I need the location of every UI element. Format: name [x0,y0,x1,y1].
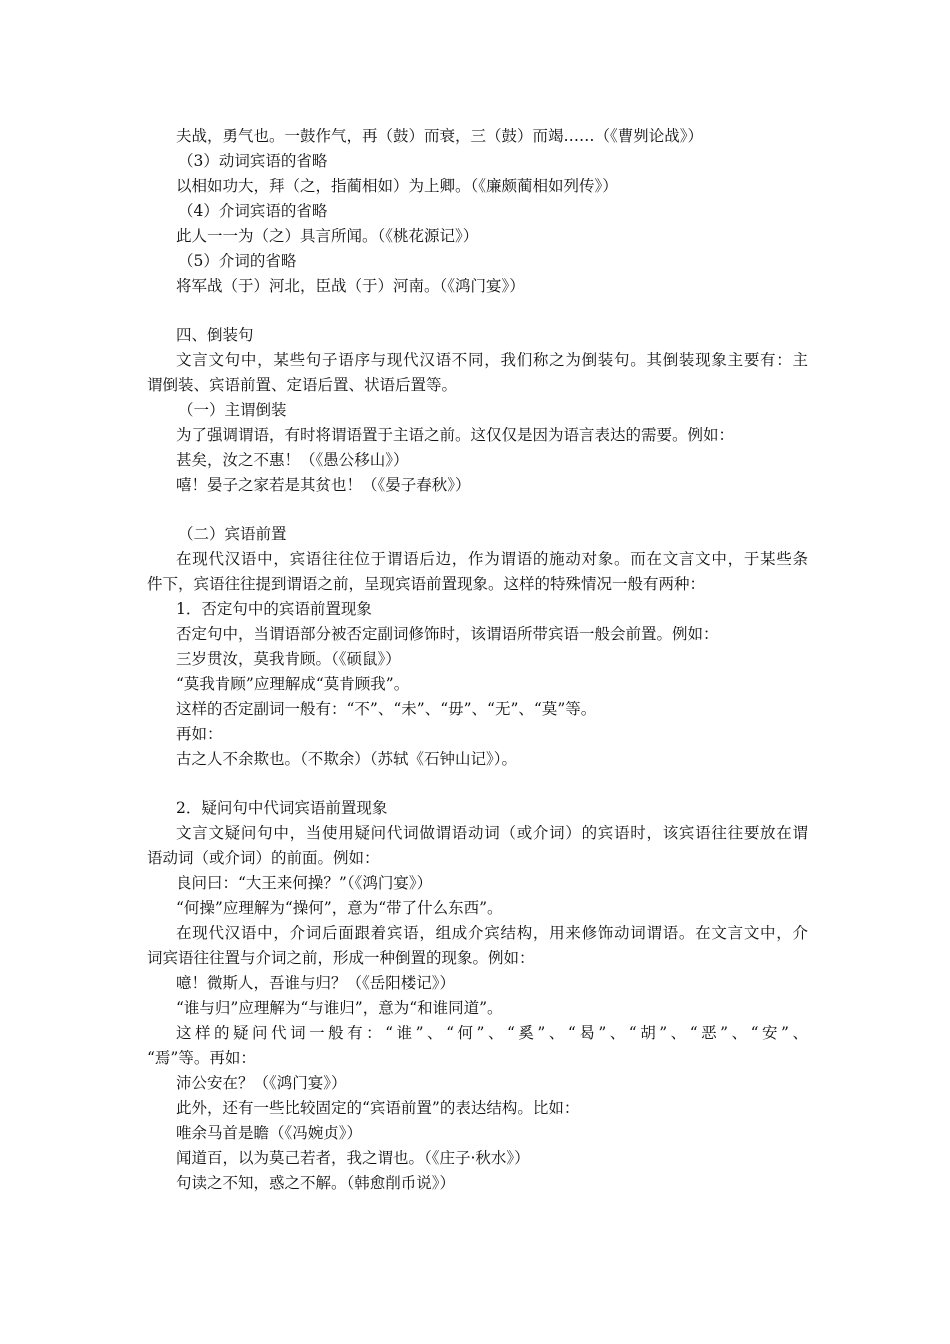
text-line: 件下，宾语往往提到谓语之前，呈现宾语前置现象。这样的特殊情况一般有两种： [147,575,706,593]
text-line: 夫战，勇气也。一鼓作气，再（鼓）而衰，三（鼓）而竭……（《曹刿论战》） [176,127,704,145]
text-line: 在现代汉语中，介词后面跟着宾语，组成介宾结构，用来修饰动词谓语。在文言文中，介 [176,924,808,942]
text-line: 谓倒装、宾语前置、定语后置、状语后置等。 [147,376,458,394]
text-line: “莫我肯顾”应理解成“莫肯顾我”。 [176,675,410,693]
section-heading: （4）介词宾语的省略 [178,202,328,220]
text-line: 此外，还有一些比较固定的“宾语前置”的表达结构。比如： [176,1099,580,1117]
text-line: 再如： [176,725,223,743]
text-line: 此人一一为（之）具言所闻。（《桃花源记》） [176,227,479,245]
text-line: 词宾语往往置与介词之前，形成一种倒置的现象。例如： [147,949,535,967]
text-line: 否定句中，当谓语部分被否定副词修饰时，该谓语所带宾语一般会前置。例如： [176,625,719,643]
section-heading: 1．否定句中的宾语前置现象 [176,600,372,618]
text-line: 文言文句中，某些句子语序与现代汉语不同，我们称之为倒装句。其倒装现象主要有：主 [176,351,808,369]
section-heading: （5）介词的省略 [178,252,297,270]
text-line: 以相如功大，拜（之，指蔺相如）为上卿。（《廉颇蔺相如列传》） [176,177,618,195]
text-line: 甚矣，汝之不惠！（《愚公移山》） [176,451,409,469]
text-line: 古之人不余欺也。（不欺余）（苏轼《石钟山记》）。 [176,750,518,768]
section-heading: 2．疑问句中代词宾语前置现象 [176,799,388,817]
section-heading: （二）宾语前置 [178,525,287,543]
text-line: “谁与归”应理解为“与谁归”，意为“和谁同道”。 [176,999,503,1017]
text-line: 将军战（于）河北，臣战（于）河南。（《鸿门宴》） [176,277,525,295]
text-line: 语动词（或介词）的前面。例如： [147,849,380,867]
text-line: 在现代汉语中，宾语往往位于谓语后边，作为谓语的施动对象。而在文言文中，于某些条 [176,550,808,568]
text-line: 沛公安在？（《鸿门宴》） [176,1074,347,1092]
text-line: 闻道百，以为莫己若者，我之谓也。（《庄子·秋水》） [176,1149,530,1167]
text-line: 嘻！晏子之家若是其贫也！（《晏子春秋》） [176,476,471,494]
text-line: 三岁贯汝，莫我肯顾。（《硕鼠》） [176,650,401,668]
text-line: “何操”应理解为“操何”，意为“带了什么东西”。 [176,899,503,917]
text-line: 句读之不知，惑之不解。（韩愈削币说》） [176,1174,456,1192]
text-line: 这样的否定副词一般有：“不”、“未”、“毋”、“无”、“莫”等。 [176,700,597,718]
section-heading: （一）主谓倒装 [178,401,287,419]
text-line: 文言文疑问句中，当使用疑问代词做谓语动词（或介词）的宾语时，该宾语往往要放在谓 [176,824,808,842]
section-heading: （3）动词宾语的省略 [178,152,328,170]
text-line: 噫！微斯人，吾谁与归？（《岳阳楼记》） [176,974,456,992]
text-line: 为了强调谓语，有时将谓语置于主语之前。这仅仅是因为语言表达的需要。例如： [176,426,735,444]
chapter-heading: 四、倒装句 [176,326,254,344]
text-line: “焉”等。再如： [147,1049,256,1067]
text-line: 这样的疑问代词一般有：“谁”、“何”、“奚”、“曷”、“胡”、“恶”、“安”、 [176,1024,808,1042]
text-line: 良问曰：“大王来何操？”（《鸿门宴》） [176,874,433,892]
text-line: 唯余马首是瞻（《冯婉贞》） [176,1124,363,1142]
